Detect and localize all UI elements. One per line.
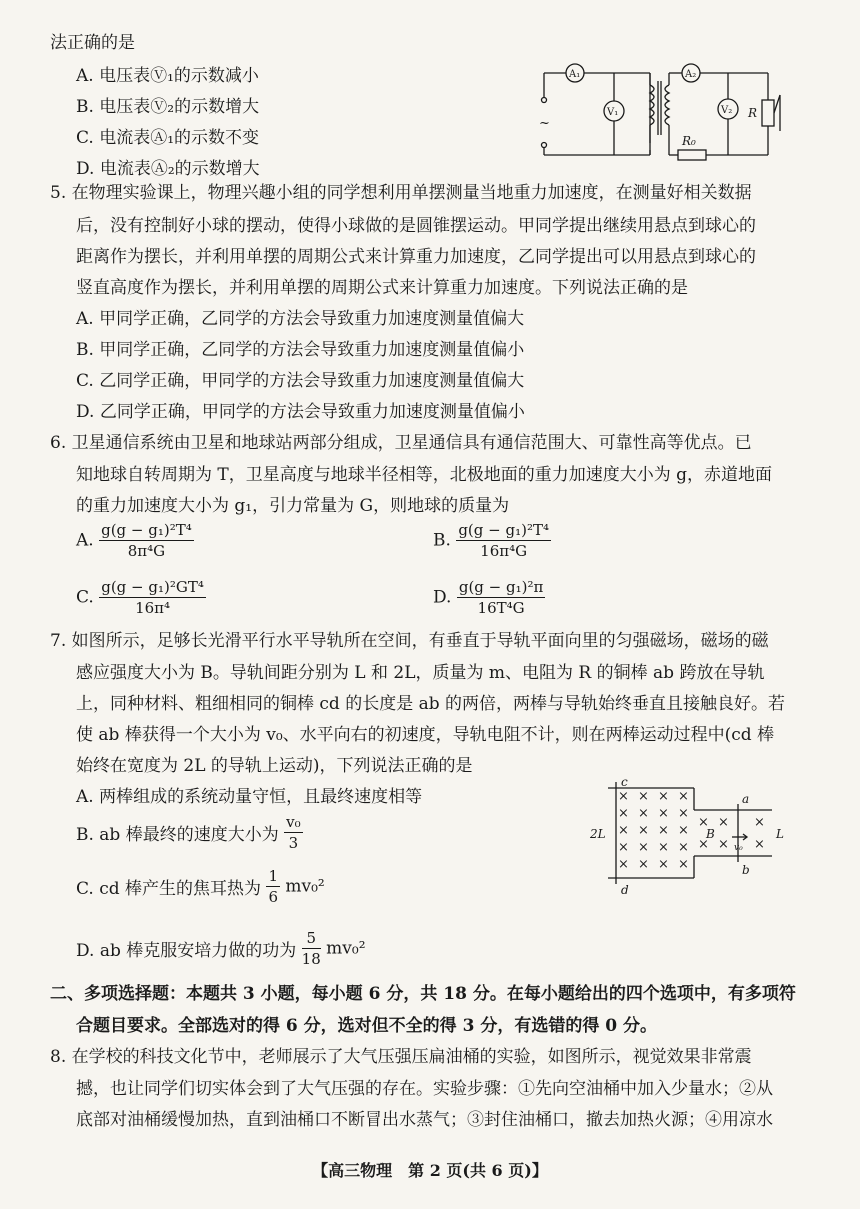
field-b-label: B xyxy=(706,827,715,841)
field-cross-mark: × xyxy=(658,823,669,838)
q7-option-d-text: D. ab 棒克服安培力做的功为 xyxy=(76,941,297,961)
q7-option-b-text: B. ab 棒最终的速度大小为 xyxy=(76,825,279,845)
q7-option-c-fraction xyxy=(266,866,280,907)
q5-option-a: A. 甲同学正确，乙同学的方法会导致重力加速度测量值偏大 xyxy=(76,309,525,329)
q7-option-d xyxy=(76,928,366,969)
field-cross-mark: × xyxy=(618,840,629,855)
field-cross-mark: × xyxy=(638,823,649,838)
q5-line-2: 后，没有控制好小球的摆动，使得小球做的是圆锥摆运动。甲同学提出继续用悬点到球心的 xyxy=(76,216,756,236)
q6-option-c-label: C. xyxy=(76,587,94,608)
field-cross-mark: × xyxy=(754,815,765,830)
resistor-r-label: R xyxy=(748,106,758,120)
q8-line-2: 撼，也让同学们切实体会到了大气压强的存在。实验步骤：①先向空油桶中加入少量水；②从 xyxy=(76,1079,773,1099)
resistor-r0-label: R₀ xyxy=(682,134,696,148)
q7-option-c-denominator: 6 xyxy=(268,888,278,906)
page-footer: 【高三物理 第 2 页(共 6 页)】 xyxy=(312,1161,548,1180)
field-cross-mark: × xyxy=(754,837,765,852)
q7-option-d-fraction xyxy=(302,928,321,969)
q6-option-b-fraction xyxy=(456,520,551,561)
field-cross-mark: × xyxy=(638,806,649,821)
field-cross-mark: × xyxy=(638,857,649,872)
q6-line-3: 的重力加速度大小为 g₁，引力常量为 G，则地球的质量为 xyxy=(76,496,510,516)
rails-magnetic-field-diagram xyxy=(588,778,798,896)
field-cross-mark: × xyxy=(678,840,689,855)
field-cross-mark: × xyxy=(698,837,709,852)
q6-option-a-numerator: g(g − g₁)²T⁴ xyxy=(101,521,192,539)
q6-option-d-label: D. xyxy=(433,587,452,608)
q7-line-5: 始终在宽度为 2L 的导轨上运动)，下列说法正确的是 xyxy=(76,756,473,776)
q6-option-a xyxy=(76,520,194,561)
q4-option-b: B. 电压表Ⓥ₂的示数增大 xyxy=(76,97,260,117)
q6-option-b-denominator: 16π⁴G xyxy=(480,542,528,560)
q6-option-b xyxy=(433,520,551,561)
ammeter-a2-label: A₂ xyxy=(685,69,697,80)
field-cross-mark: × xyxy=(678,857,689,872)
q6-option-c-denominator: 16π⁴ xyxy=(135,599,171,617)
q4-option-d: D. 电流表Ⓐ₂的示数增大 xyxy=(76,159,260,179)
q6-option-d xyxy=(433,577,545,618)
q5-line-1: 5. 在物理实验课上，物理兴趣小组的同学想利用单摆测量当地重力加速度，在测量好相关数据 xyxy=(50,183,752,203)
width-l-label: L xyxy=(776,827,784,841)
voltmeter-v2-label: V₂ xyxy=(721,105,733,116)
q6-option-d-fraction xyxy=(457,577,546,618)
voltmeter-v1-label: V₁ xyxy=(607,107,619,118)
q7-line-4: 使 ab 棒获得一个大小为 v₀、水平向右的初速度，导轨电阻不计，则在两棒运动过程中(cd 棒 xyxy=(76,725,775,745)
field-cross-mark: × xyxy=(618,857,629,872)
field-cross-mark: × xyxy=(638,840,649,855)
q6-option-c-fraction xyxy=(99,577,206,618)
field-cross-mark: × xyxy=(718,815,729,830)
q7-option-d-denominator: 18 xyxy=(301,950,321,968)
q6-option-b-label: B. xyxy=(433,530,451,551)
q7-option-d-numerator: 5 xyxy=(302,928,321,949)
field-cross-mark: × xyxy=(638,789,649,804)
ac-source-symbol: ~ xyxy=(539,116,550,131)
field-cross-mark: × xyxy=(678,806,689,821)
q7-option-c xyxy=(76,866,325,907)
q7-option-d-suffix: mv₀² xyxy=(326,938,366,959)
section-2-heading-line-1: 二、多项选择题：本题共 3 小题，每小题 6 分，共 18 分。在每小题给出的四个选项中，有多项符 xyxy=(50,984,796,1004)
q7-option-b-numerator: v₀ xyxy=(286,813,301,831)
q7-option-c-numerator: 1 xyxy=(268,867,278,885)
velocity-v0-label: v₀ xyxy=(734,843,743,853)
field-cross-mark: × xyxy=(618,789,629,804)
q4-stem-tail: 法正确的是 xyxy=(50,33,135,53)
section-2-heading-line-2: 合题目要求。全部选对的得 6 分，选对但不全的得 3 分，有选错的得 0 分。 xyxy=(76,1016,657,1036)
field-cross-mark: × xyxy=(618,823,629,838)
q7-line-3: 上，同种材料、粗细相同的铜棒 cd 的长度是 ab 的两倍，两棒与导轨始终垂直且接触良好。若 xyxy=(76,694,786,714)
field-cross-mark: × xyxy=(658,840,669,855)
field-cross-mark: × xyxy=(718,837,729,852)
rod-d-label: d xyxy=(621,883,629,896)
q6-option-c xyxy=(76,577,206,618)
field-cross-mark: × xyxy=(658,806,669,821)
q5-option-d: D. 乙同学正确，甲同学的方法会导致重力加速度测量值偏小 xyxy=(76,402,525,422)
q8-line-1: 8. 在学校的科技文化节中，老师展示了大气压强压扁油桶的实验，如图所示，视觉效果非常震 xyxy=(50,1047,752,1067)
q6-option-c-numerator: g(g − g₁)²GT⁴ xyxy=(101,578,204,596)
rod-c-label: c xyxy=(621,778,628,789)
field-cross-mark: × xyxy=(678,789,689,804)
q6-option-d-denominator: 16T⁴G xyxy=(477,599,525,617)
q8-line-3: 底部对油桶缓慢加热，直到油桶口不断冒出水蒸气；③封住油桶口，撤去加热火源；④用凉水 xyxy=(76,1110,773,1130)
q6-option-d-numerator: g(g − g₁)²π xyxy=(458,578,544,596)
q7-option-a: A. 两棒组成的系统动量守恒，且最终速度相等 xyxy=(76,787,423,807)
q5-line-4: 竖直高度作为摆长，并利用单摆的周期公式来计算重力加速度。下列说法正确的是 xyxy=(76,278,688,298)
width-2l-label: 2L xyxy=(590,827,606,841)
field-cross-mark: × xyxy=(658,857,669,872)
field-cross-mark: × xyxy=(698,815,709,830)
q6-option-a-denominator: 8π⁴G xyxy=(127,542,166,560)
q7-option-b-fraction xyxy=(284,812,303,853)
q6-option-a-fraction xyxy=(99,520,194,561)
q7-option-b xyxy=(76,812,303,853)
q6-line-1: 6. 卫星通信系统由卫星和地球站两部分组成，卫星通信具有通信范围大、可靠性高等优点。已 xyxy=(50,433,752,453)
q6-option-a-label: A. xyxy=(76,530,94,551)
field-cross-mark: × xyxy=(678,823,689,838)
q7-option-c-text: C. cd 棒产生的焦耳热为 xyxy=(76,879,262,899)
q6-line-2: 知地球自转周期为 T，卫星高度与地球半径相等，北极地面的重力加速度大小为 g，赤道地面 xyxy=(76,465,773,485)
q4-option-c: C. 电流表Ⓐ₁的示数不变 xyxy=(76,128,260,148)
rod-a-label: a xyxy=(742,792,750,806)
q7-line-2: 感应强度大小为 B。导轨间距分别为 L 和 2L，质量为 m、电阻为 R 的铜棒 ab 跨放在导轨 xyxy=(76,663,765,683)
field-cross-mark: × xyxy=(658,789,669,804)
q6-option-b-numerator: g(g − g₁)²T⁴ xyxy=(458,521,549,539)
q7-option-c-suffix: mv₀² xyxy=(285,876,325,897)
q7-option-b-denominator: 3 xyxy=(288,834,299,852)
field-cross-mark: × xyxy=(618,806,629,821)
q4-option-a: A. 电压表Ⓥ₁的示数减小 xyxy=(76,66,259,86)
q5-option-c: C. 乙同学正确，甲同学的方法会导致重力加速度测量值偏大 xyxy=(76,371,525,391)
q7-line-1: 7. 如图所示，足够长光滑平行水平导轨所在空间，有垂直于导轨平面向里的匀强磁场，磁场的磁 xyxy=(50,631,769,651)
rod-b-label: b xyxy=(742,863,750,877)
transformer-circuit-diagram xyxy=(530,55,790,165)
ammeter-a1-label: A₁ xyxy=(569,69,581,80)
q5-option-b: B. 甲同学正确，乙同学的方法会导致重力加速度测量值偏小 xyxy=(76,340,525,360)
q5-line-3: 距离作为摆长，并利用单摆的周期公式来计算重力加速度，乙同学提出可以用悬点到球心的 xyxy=(76,247,756,267)
